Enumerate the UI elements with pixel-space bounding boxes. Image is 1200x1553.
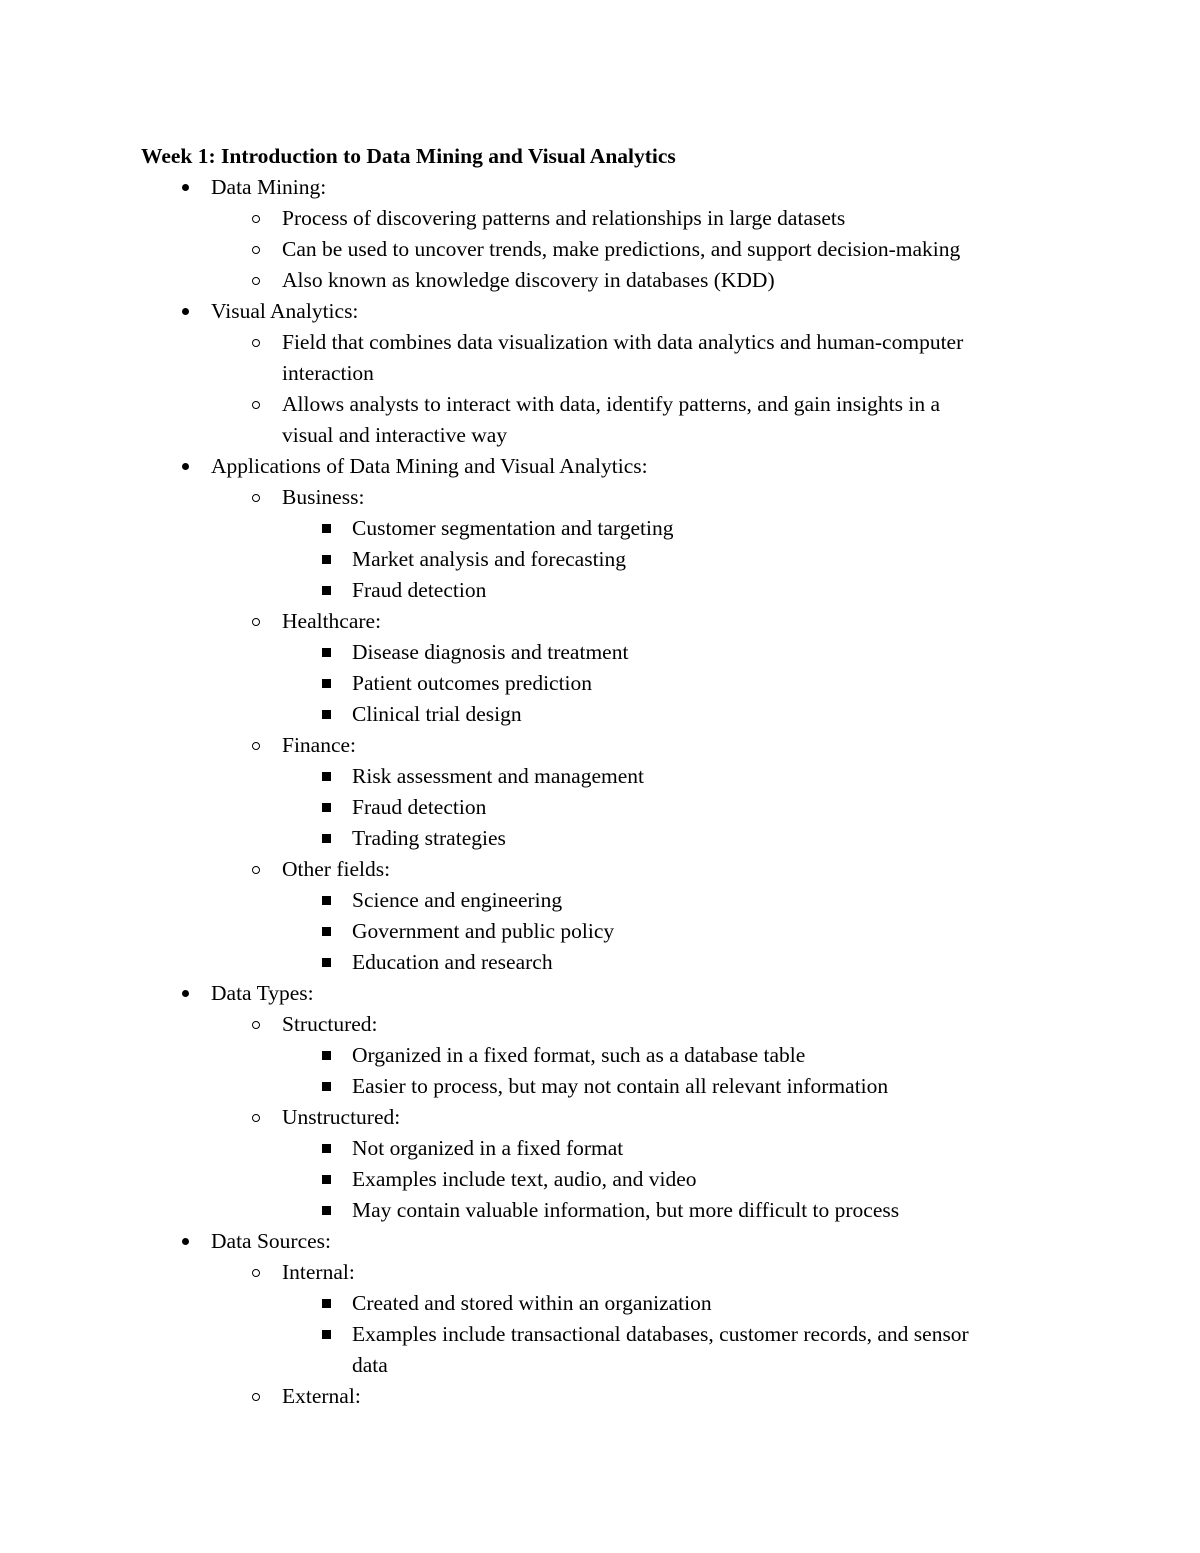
square-bullet-icon-shape (322, 555, 331, 564)
square-bullet-icon (316, 1164, 336, 1195)
list-item-level-3 (0, 513, 1200, 544)
list-item-continuation (0, 358, 1200, 389)
square-bullet-icon-shape (322, 586, 331, 595)
square-bullet-icon-shape (322, 1144, 331, 1153)
list-item-text: Business: (282, 485, 365, 509)
list-item-level-2 (0, 1257, 1200, 1288)
filled-bullet-icon-shape (182, 184, 189, 191)
hollow-bullet-icon-shape (252, 401, 260, 409)
square-bullet-icon-shape (322, 648, 331, 657)
hollow-bullet-icon-shape (252, 1114, 260, 1122)
list-item-level-2 (0, 327, 1200, 358)
list-item-level-3 (0, 947, 1200, 978)
list-item-level-2 (0, 1102, 1200, 1133)
hollow-bullet-icon-shape (252, 215, 260, 223)
hollow-bullet-icon-shape (252, 494, 260, 502)
list-item-level-3 (0, 575, 1200, 606)
list-item-level-2 (0, 606, 1200, 637)
list-item-level-3 (0, 792, 1200, 823)
hollow-bullet-icon-shape (252, 1393, 260, 1401)
list-item-text: Government and public policy (352, 919, 615, 943)
list-item-text: Internal: (282, 1260, 355, 1284)
list-item-text: Examples include transactional databases, customer records, and sensor (352, 1322, 969, 1346)
list-item-text: Clinical trial design (352, 702, 522, 726)
list-item-level-2 (0, 854, 1200, 885)
square-bullet-icon (316, 761, 336, 792)
square-bullet-icon (316, 575, 336, 606)
square-bullet-icon-shape (322, 803, 331, 812)
square-bullet-icon-shape (322, 896, 331, 905)
list-item-level-3 (0, 761, 1200, 792)
list-item-level-3 (0, 1133, 1200, 1164)
square-bullet-icon-shape (322, 958, 331, 967)
list-item-level-1 (0, 978, 1200, 1009)
square-bullet-icon (316, 1288, 336, 1319)
filled-bullet-icon (175, 172, 195, 203)
bullet-outline (0, 172, 1200, 1412)
list-item-level-2 (0, 265, 1200, 296)
hollow-bullet-icon (246, 1257, 266, 1288)
hollow-bullet-icon (246, 1381, 266, 1412)
list-item-level-1 (0, 172, 1200, 203)
list-item-text: Customer segmentation and targeting (352, 516, 674, 540)
list-item-level-3 (0, 637, 1200, 668)
list-item-text: Trading strategies (352, 826, 506, 850)
list-item-text: Examples include text, audio, and video (352, 1167, 697, 1191)
square-bullet-icon-shape (322, 1299, 331, 1308)
list-item-text: Also known as knowledge discovery in databases (KDD) (282, 268, 775, 292)
square-bullet-icon-shape (322, 1330, 331, 1339)
hollow-bullet-icon (246, 482, 266, 513)
list-item-level-3 (0, 885, 1200, 916)
square-bullet-icon (316, 823, 336, 854)
list-item-text: External: (282, 1384, 361, 1408)
list-item-text: Education and research (352, 950, 553, 974)
hollow-bullet-icon (246, 606, 266, 637)
square-bullet-icon-shape (322, 1175, 331, 1184)
list-item-text: interaction (282, 361, 374, 385)
filled-bullet-icon-shape (182, 308, 189, 315)
hollow-bullet-icon (246, 327, 266, 358)
filled-bullet-icon-shape (182, 463, 189, 470)
square-bullet-icon-shape (322, 772, 331, 781)
list-item-text: Disease diagnosis and treatment (352, 640, 629, 664)
page-title: Week 1: Introduction to Data Mining and Visual Analytics (141, 144, 676, 168)
list-item-text: Created and stored within an organization (352, 1291, 712, 1315)
list-item-text: Data Sources: (211, 1229, 332, 1253)
square-bullet-icon-shape (322, 927, 331, 936)
filled-bullet-icon (175, 978, 195, 1009)
list-item-text: Other fields: (282, 857, 391, 881)
list-item-text: Fraud detection (352, 578, 487, 602)
hollow-bullet-icon (246, 234, 266, 265)
list-item-level-3 (0, 823, 1200, 854)
list-item-level-3 (0, 668, 1200, 699)
square-bullet-icon-shape (322, 1206, 331, 1215)
square-bullet-icon (316, 1319, 336, 1350)
list-item-text: Visual Analytics: (211, 299, 359, 323)
list-item-text: May contain valuable information, but more difficult to process (352, 1198, 900, 1222)
square-bullet-icon (316, 947, 336, 978)
square-bullet-icon-shape (322, 710, 331, 719)
hollow-bullet-icon-shape (252, 1021, 260, 1029)
hollow-bullet-icon-shape (252, 866, 260, 874)
list-item-text: Fraud detection (352, 795, 487, 819)
hollow-bullet-icon-shape (252, 1269, 260, 1277)
list-item-text: Allows analysts to interact with data, identify patterns, and gain insights in a (282, 392, 941, 416)
square-bullet-icon (316, 1133, 336, 1164)
list-item-level-3 (0, 1195, 1200, 1226)
list-item-level-3 (0, 1288, 1200, 1319)
square-bullet-icon-shape (322, 1082, 331, 1091)
list-item-level-3 (0, 699, 1200, 730)
square-bullet-icon (316, 792, 336, 823)
hollow-bullet-icon-shape (252, 246, 260, 254)
list-item-level-3 (0, 1164, 1200, 1195)
list-item-text: Market analysis and forecasting (352, 547, 627, 571)
hollow-bullet-icon (246, 1102, 266, 1133)
list-item-text: Process of discovering patterns and relationships in large datasets (282, 206, 846, 230)
list-item-text: Field that combines data visualization with data analytics and human-computer (282, 330, 964, 354)
square-bullet-icon-shape (322, 1051, 331, 1060)
filled-bullet-icon-shape (182, 990, 189, 997)
square-bullet-icon-shape (322, 524, 331, 533)
square-bullet-icon (316, 699, 336, 730)
square-bullet-icon-shape (322, 834, 331, 843)
list-item-text: Structured: (282, 1012, 378, 1036)
list-item-level-2 (0, 1381, 1200, 1412)
list-item-text: Easier to process, but may not contain all relevant information (352, 1074, 889, 1098)
list-item-level-3 (0, 1319, 1200, 1350)
hollow-bullet-icon (246, 1009, 266, 1040)
square-bullet-icon (316, 1071, 336, 1102)
square-bullet-icon (316, 513, 336, 544)
list-item-level-2 (0, 203, 1200, 234)
list-item-level-2 (0, 234, 1200, 265)
list-item-level-1 (0, 1226, 1200, 1257)
list-item-text: data (352, 1353, 388, 1377)
list-item-text: Risk assessment and management (352, 764, 644, 788)
square-bullet-icon-shape (322, 679, 331, 688)
square-bullet-icon (316, 544, 336, 575)
hollow-bullet-icon (246, 854, 266, 885)
filled-bullet-icon (175, 451, 195, 482)
list-item-text: Finance: (282, 733, 357, 757)
square-bullet-icon (316, 1195, 336, 1226)
list-item-level-1 (0, 296, 1200, 327)
list-item-text: Science and engineering (352, 888, 563, 912)
list-item-text: Unstructured: (282, 1105, 401, 1129)
list-item-text: Can be used to uncover trends, make predictions, and support decision-making (282, 237, 961, 261)
list-item-continuation (0, 420, 1200, 451)
hollow-bullet-icon-shape (252, 339, 260, 347)
filled-bullet-icon (175, 1226, 195, 1257)
list-item-level-3 (0, 916, 1200, 947)
filled-bullet-icon-shape (182, 1238, 189, 1245)
filled-bullet-icon (175, 296, 195, 327)
square-bullet-icon (316, 916, 336, 947)
list-item-text: visual and interactive way (282, 423, 508, 447)
hollow-bullet-icon (246, 265, 266, 296)
list-item-level-1 (0, 451, 1200, 482)
list-item-text: Healthcare: (282, 609, 382, 633)
square-bullet-icon (316, 885, 336, 916)
list-item-level-3 (0, 1040, 1200, 1071)
list-item-level-3 (0, 1071, 1200, 1102)
hollow-bullet-icon (246, 730, 266, 761)
hollow-bullet-icon-shape (252, 618, 260, 626)
square-bullet-icon (316, 1040, 336, 1071)
list-item-text: Organized in a fixed format, such as a database table (352, 1043, 806, 1067)
list-item-text: Patient outcomes prediction (352, 671, 593, 695)
list-item-text: Applications of Data Mining and Visual Analytics: (211, 454, 648, 478)
list-item-level-2 (0, 730, 1200, 761)
list-item-level-2 (0, 389, 1200, 420)
list-item-continuation (0, 1350, 1200, 1381)
square-bullet-icon (316, 637, 336, 668)
list-item-level-2 (0, 482, 1200, 513)
list-item-level-2 (0, 1009, 1200, 1040)
hollow-bullet-icon (246, 389, 266, 420)
list-item-text: Data Mining: (211, 175, 327, 199)
hollow-bullet-icon (246, 203, 266, 234)
list-item-text: Not organized in a fixed format (352, 1136, 624, 1160)
list-item-level-3 (0, 544, 1200, 575)
square-bullet-icon (316, 668, 336, 699)
hollow-bullet-icon-shape (252, 742, 260, 750)
list-item-text: Data Types: (211, 981, 314, 1005)
hollow-bullet-icon-shape (252, 277, 260, 285)
